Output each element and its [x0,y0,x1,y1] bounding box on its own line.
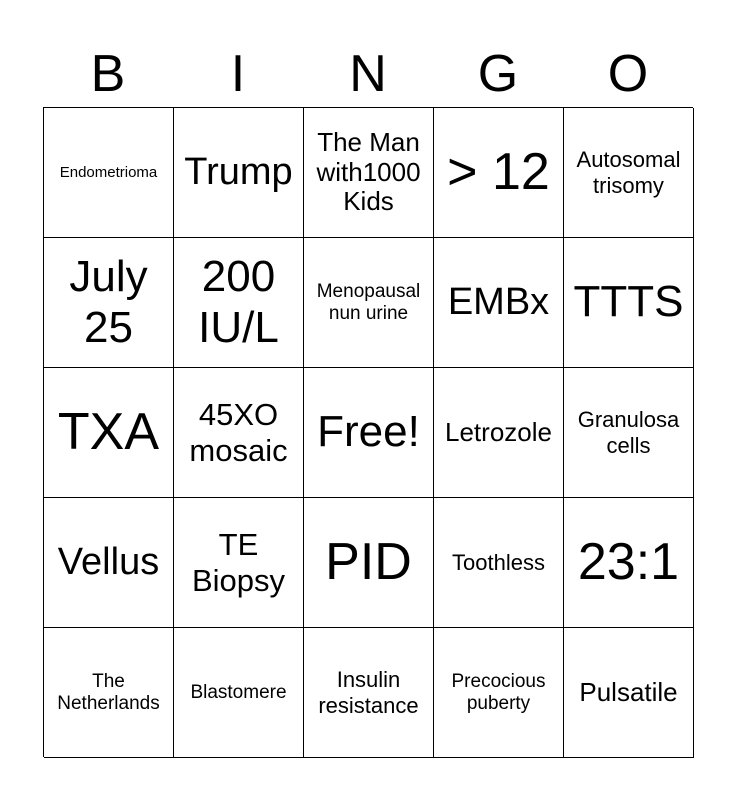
cell-text: 45XO mosaic [189,396,288,468]
bingo-cell[interactable] [434,628,564,758]
cell-text: Blastomere [190,681,287,703]
bingo-cell[interactable] [304,368,434,498]
cell-text: Letrozole [445,416,552,447]
bingo-cell[interactable] [304,238,434,368]
cell-text: July 25 [69,251,148,352]
bingo-cell[interactable] [434,108,564,238]
cell-text: Endometrioma [59,163,158,181]
bingo-cell[interactable] [44,368,174,498]
cell-text: 200 IU/L [198,251,279,352]
bingo-cell[interactable] [174,498,304,628]
cell-text: Toothless [452,549,545,575]
cell-text: Vellus [57,540,160,583]
cell-text: Precocious puberty [451,670,546,714]
bingo-cell[interactable] [44,628,174,758]
bingo-cell[interactable] [44,108,174,238]
bingo-cell[interactable] [434,498,564,628]
cell-text: TTTS [573,277,684,327]
cell-text: Trump [184,150,293,193]
header-letter-n: N [349,45,387,103]
bingo-cell[interactable] [564,628,694,758]
bingo-cell[interactable] [564,498,694,628]
cell-text: TE Biopsy [191,526,286,598]
cell-text: PID [325,532,412,591]
bingo-cell[interactable] [564,108,694,238]
header-letter-g: G [477,45,519,103]
bingo-cell[interactable] [174,238,304,368]
header-letter-o: O [607,45,649,103]
header-letter-b: B [90,45,126,103]
bingo-cell[interactable] [174,368,304,498]
bingo-cell[interactable] [304,498,434,628]
bingo-cell[interactable] [174,108,304,238]
cell-text: 23:1 [577,532,680,591]
cell-text: Pulsatile [579,676,678,707]
cell-text: Granulosa cells [577,407,680,458]
bingo-cell[interactable] [304,628,434,758]
bingo-cell[interactable] [174,628,304,758]
bingo-cell[interactable] [44,238,174,368]
cell-text: The Netherlands [57,670,160,714]
bingo-header [43,40,693,108]
bingo-board [43,107,693,757]
bingo-cell[interactable] [304,108,434,238]
bingo-cell[interactable] [44,498,174,628]
bingo-cell[interactable] [434,368,564,498]
bingo-cell[interactable] [564,368,694,498]
cell-text: Autosomal trisomy [576,147,681,198]
cell-text: Insulin resistance [318,667,419,718]
cell-text: EMBx [447,280,550,323]
cell-text: Free! [317,407,420,457]
bingo-cell[interactable] [564,238,694,368]
cell-text: > 12 [447,142,550,201]
cell-text: TXA [57,402,160,461]
cell-text: The Man with1000 Kids [316,126,421,217]
bingo-cell[interactable] [434,238,564,368]
header-letter-i: I [230,45,246,103]
cell-text: Menopausal nun urine [316,280,421,324]
